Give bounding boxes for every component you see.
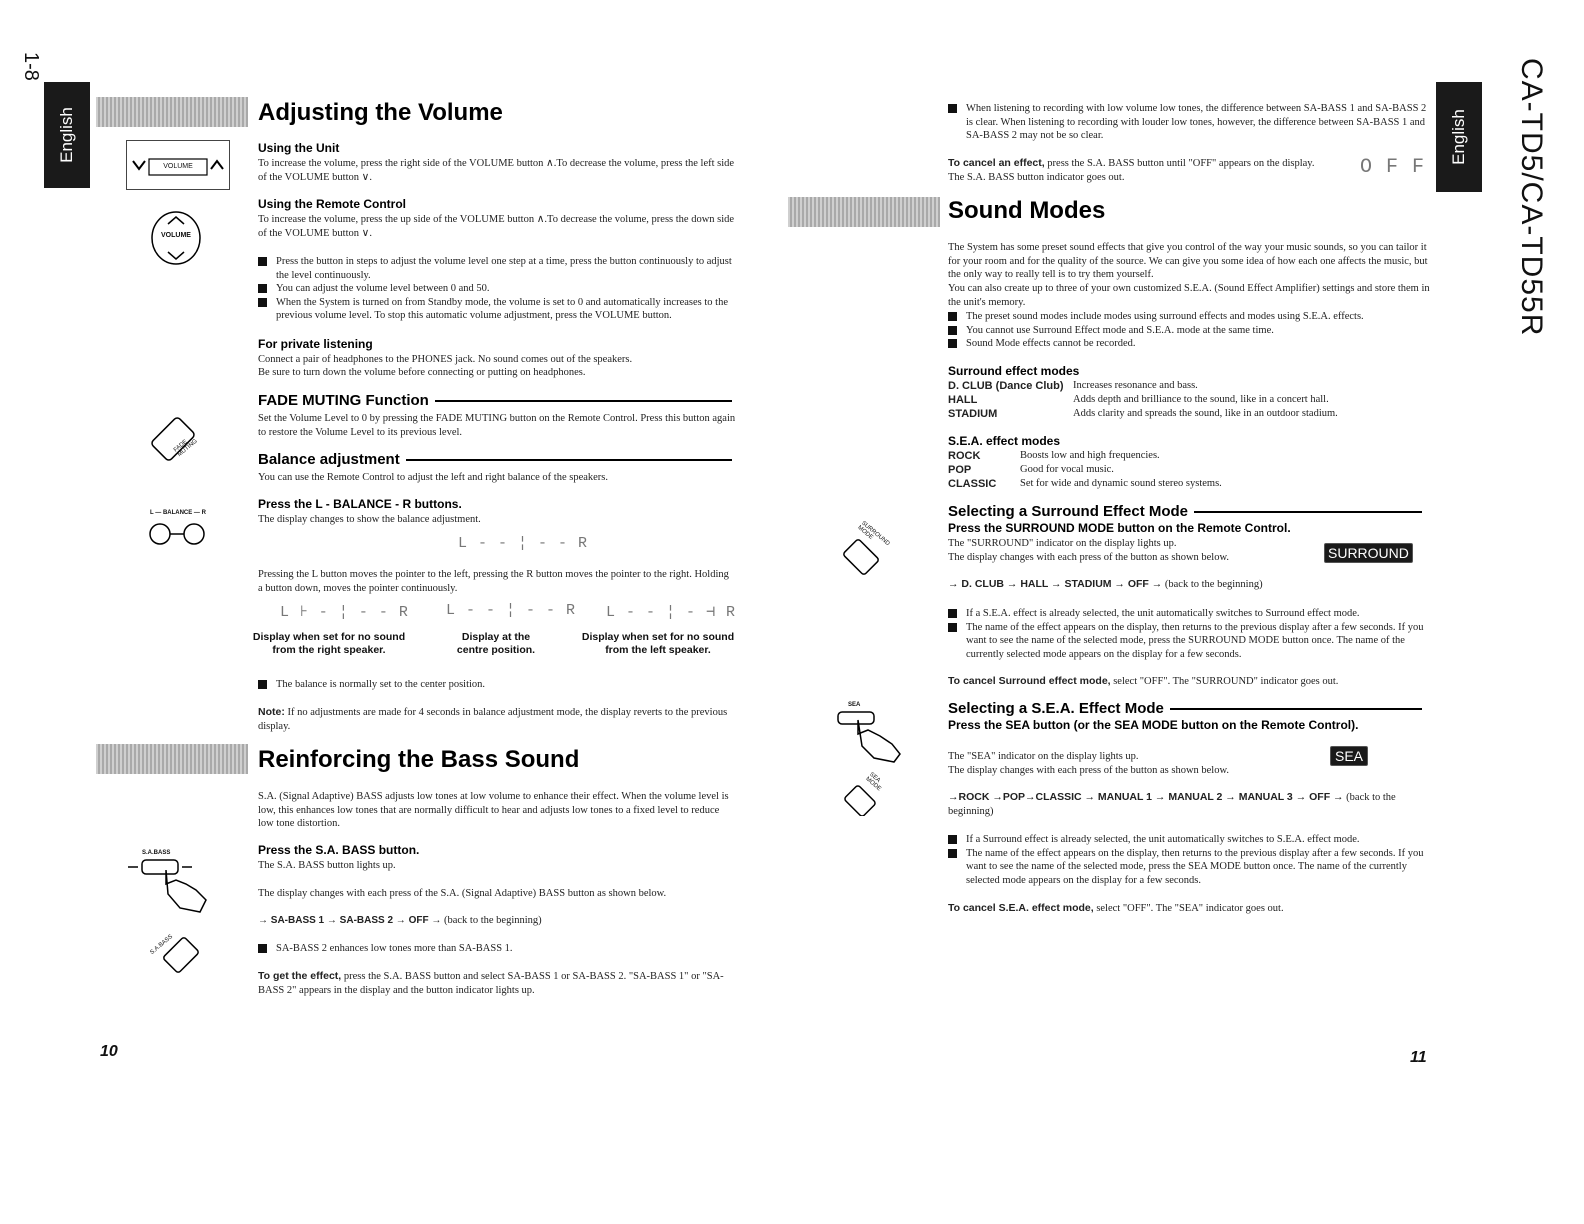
fade-text: Set the Volume Level to 0 by pressing the FADE MUTING button on the Remote Control. Press this button again to restore the Volume Level to its previous level. bbox=[258, 413, 736, 438]
balance-lcd-center-2: L - - ¦ - - R bbox=[446, 602, 577, 619]
select-surround-text-2: The display changes with each press of the button as shown below. bbox=[948, 552, 1230, 563]
table-row: HALL Adds depth and brilliance to the sound, like in a concert hall. bbox=[948, 394, 1329, 406]
bass-cancel-2: The S.A. BASS button indicator goes out. bbox=[948, 172, 1125, 183]
list-item: Sound Mode effects cannot be recorded. bbox=[948, 337, 1432, 351]
balance-buttons-icon: L — BALANCE — R bbox=[146, 510, 210, 550]
bass-title: Reinforcing the Bass Sound bbox=[258, 746, 580, 773]
list-item: You can adjust the volume level between 0 and 50. bbox=[258, 282, 736, 296]
language-tab-right: English bbox=[1436, 82, 1482, 192]
balance-press-heading: Press the L - BALANCE - R buttons. bbox=[258, 497, 462, 511]
select-surround-heading: Selecting a Surround Effect Mode bbox=[948, 503, 1422, 521]
sound-modes-intro-1: The System has some preset sound effects that give you control of the way your music sounds, so you can tailor it for your room and for the quality of the source. We can give you some idea of how each one affects the music, but the only way to really tell is to try them yourself. bbox=[948, 242, 1428, 280]
section-band-volume bbox=[96, 97, 248, 127]
list-item: If a S.E.A. effect is already selected, the unit automatically switches to Surround effect mode. bbox=[948, 607, 1432, 621]
sea-mode-remote-icon: SEA MODE bbox=[842, 774, 894, 816]
bass-bullets bbox=[258, 942, 736, 956]
list-item: The name of the effect appears on the display, then returns to the previous display after a few seconds. If you want to see the name of the selected mode, press the SURROUND MODE button once. The name of the currently selected mode appears on the display for a few seconds. bbox=[948, 621, 1432, 662]
balance-bullets bbox=[258, 678, 736, 692]
remote-volume-icon: VOLUME bbox=[150, 210, 202, 266]
balance-lcd-left-mute: L - - ¦ - ⊣ R bbox=[606, 604, 737, 621]
select-sea-text-2: The display changes with each press of the button as shown below. bbox=[948, 765, 1230, 776]
list-item: SA-BASS 2 enhances low tones more than SA-BASS 1. bbox=[258, 942, 736, 956]
model-title: CA-TD5/CA-TD55R bbox=[1515, 58, 1548, 337]
list-item: The balance is normally set to the center position. bbox=[258, 678, 736, 692]
list-item: The name of the effect appears on the display, then returns to the previous display after a few seconds. If you want to see the name of the selected mode, press the SEA MODE button once. The name of the currently selected mode appears on the display for a few seconds. bbox=[948, 847, 1432, 888]
surround-sequence: → D. CLUB → HALL → STADIUM → OFF → (back to the beginning) bbox=[948, 578, 1263, 590]
list-item: The preset sound modes include modes using surround effects and modes using S.E.A. effects. bbox=[948, 310, 1432, 324]
sea-cancel: To cancel S.E.A. effect mode, select "OFF". The "SEA" indicator goes out. bbox=[948, 902, 1284, 914]
table-row: D. CLUB (Dance Club) Increases resonance and bass. bbox=[948, 380, 1198, 392]
remote-sa-bass-icon: S.A.BASS bbox=[146, 930, 210, 980]
table-row: STADIUM Adds clarity and spreads the sound, like in an outdoor stadium. bbox=[948, 408, 1338, 420]
sa-bass-button-icon: S.A.BASS bbox=[120, 850, 212, 914]
bass-press-heading: Press the S.A. BASS button. bbox=[258, 843, 420, 857]
bass-diff-bullet bbox=[948, 102, 1428, 143]
select-sea-bullets bbox=[948, 833, 1432, 887]
volume-bullets bbox=[258, 255, 736, 323]
private-text-1: Connect a pair of headphones to the PHONES jack. No sound comes out of the speakers. bbox=[258, 354, 633, 365]
bass-cancel: To cancel an effect, press the S.A. BASS button until "OFF" appears on the display. bbox=[948, 157, 1315, 169]
section-band-sound-modes bbox=[788, 197, 940, 227]
remote-heading: Using the Remote Control bbox=[258, 197, 407, 211]
surround-cancel: To cancel Surround effect mode, select "OFF". The "SURROUND" indicator goes out. bbox=[948, 675, 1339, 687]
select-sea-press: Press the SEA button (or the SEA MODE button on the Remote Control). bbox=[948, 718, 1359, 732]
caption-left-mute: Display when set for no sound from the left speaker. bbox=[581, 631, 735, 656]
page-margin-label: 1-8 bbox=[20, 52, 42, 81]
remote-text: To increase the volume, press the up side of the VOLUME button ∧.To decrease the volume, press the down side of the VOLUME button ∨. bbox=[258, 214, 735, 239]
surround-indicator: SURROUND bbox=[1324, 543, 1413, 563]
sound-modes-bullets bbox=[948, 310, 1432, 351]
surround-modes-table bbox=[948, 379, 1338, 421]
list-item: Press the button in steps to adjust the volume level one step at a time, press the button continuously to adjust the level continuously. bbox=[258, 255, 736, 282]
language-tab-left: English bbox=[44, 82, 90, 188]
bass-changes-text: The display changes with each press of the S.A. (Signal Adaptive) BASS button as shown below. bbox=[258, 888, 667, 899]
section-band-bass bbox=[96, 744, 248, 774]
table-row: POP Good for vocal music. bbox=[948, 464, 1114, 476]
balance-note: Note: If no adjustments are made for 4 seconds in balance adjustment mode, the display reverts to the previous display. bbox=[258, 706, 728, 732]
bass-sequence: → SA-BASS 1 → SA-BASS 2 → OFF → (back to the beginning) bbox=[258, 915, 542, 926]
list-item: If a Surround effect is already selected, the unit automatically switches to S.E.A. effect mode. bbox=[948, 833, 1432, 847]
select-surround-press: Press the SURROUND MODE button on the Remote Control. bbox=[948, 521, 1291, 535]
private-text-2: Be sure to turn down the volume before connecting or putting on headphones. bbox=[258, 367, 586, 378]
private-heading: For private listening bbox=[258, 337, 373, 351]
list-item: You cannot use Surround Effect mode and S.E.A. mode at the same time. bbox=[948, 324, 1432, 338]
select-sea-text-1: The "SEA" indicator on the display lights up. bbox=[948, 751, 1139, 762]
sea-button-icon: SEA bbox=[832, 702, 912, 764]
select-surround-bullets bbox=[948, 607, 1432, 661]
sound-modes-intro-2: You can also create up to three of your own customized S.E.A. (Sound Effect Amplifier) settings and store them in the unit's memory. bbox=[948, 283, 1430, 308]
sea-indicator: SEA bbox=[1330, 746, 1368, 766]
sea-modes-table bbox=[948, 449, 1222, 491]
fade-muting-icon: FADE MUTING bbox=[146, 410, 210, 474]
caption-right-mute: Display when set for no sound from the right speaker. bbox=[252, 631, 406, 656]
bass-get-effect: To get the effect, press the S.A. BASS button and select SA-BASS 1 or SA-BASS 2. "SA-BASS 1" or "SA-BASS 2" appears in the display and the button indicator lights up. bbox=[258, 970, 724, 996]
sea-sequence: →ROCK →POP→CLASSIC → MANUAL 1 → MANUAL 2 → MANUAL 3 → OFF → (back to the beginning) bbox=[948, 791, 1396, 817]
select-sea-heading: Selecting a S.E.A. Effect Mode bbox=[948, 700, 1422, 718]
bass-press-text: The S.A. BASS button lights up. bbox=[258, 860, 396, 871]
surround-modes-heading: Surround effect modes bbox=[948, 364, 1080, 378]
balance-text: You can use the Remote Control to adjust the left and right balance of the speakers. bbox=[258, 472, 609, 483]
balance-heading: Balance adjustment bbox=[258, 451, 732, 469]
sea-modes-heading: S.E.A. effect modes bbox=[948, 434, 1061, 448]
page-number-left: 10 bbox=[100, 1043, 118, 1060]
balance-lcd-right-mute: L ⊦ - ¦ - - R bbox=[280, 604, 409, 621]
volume-title: Adjusting the Volume bbox=[258, 99, 503, 126]
bass-intro: S.A. (Signal Adaptive) BASS adjusts low tones at low volume to enhance their effect. When the volume level is low, this enhances low tones that are normally difficult to hear and adjusts low tones to a fixed level to reduce low tone distortion. bbox=[258, 791, 729, 829]
page-number-right: 11 bbox=[1410, 1049, 1427, 1066]
table-row: ROCK Boosts low and high frequencies. bbox=[948, 450, 1160, 462]
surround-mode-remote-icon: SURROUND MODE bbox=[838, 520, 902, 580]
select-surround-text-1: The "SURROUND" indicator on the display lights up. bbox=[948, 538, 1177, 549]
volume-button-icon: VOLUME bbox=[126, 140, 230, 190]
unit-heading: Using the Unit bbox=[258, 141, 340, 155]
unit-text: To increase the volume, press the right side of the VOLUME button ∧.To decrease the volume, press the left side of the VOLUME button ∨. bbox=[258, 158, 735, 183]
balance-lcd-center: L - - ¦ - - R bbox=[458, 535, 589, 552]
list-item: When listening to recording with low volume low tones, the difference between SA-BASS 1 and SA-BASS 2 is clear. When listening to recording with louder low tones, however, the difference between SA-BASS 1 and SA-BASS 2 may not be so clear. bbox=[948, 102, 1428, 143]
caption-center: Display at the centre position. bbox=[456, 631, 536, 656]
balance-press-text: The display changes to show the balance adjustment. bbox=[258, 514, 481, 525]
off-lcd: O F F bbox=[1360, 156, 1426, 179]
list-item: When the System is turned on from Standby mode, the volume is set to 0 and automatically increases to the previous volume level. To stop this automatic volume adjustment, press the VOLUME button. bbox=[258, 296, 736, 323]
sound-modes-title: Sound Modes bbox=[948, 197, 1106, 224]
balance-pointer-text: Pressing the L button moves the pointer to the left, pressing the R button moves the pointer to the right. Holding a button down, moves the pointer continuously. bbox=[258, 569, 729, 594]
fade-heading: FADE MUTING Function bbox=[258, 392, 732, 410]
table-row: CLASSIC Set for wide and dynamic sound stereo systems. bbox=[948, 478, 1222, 490]
